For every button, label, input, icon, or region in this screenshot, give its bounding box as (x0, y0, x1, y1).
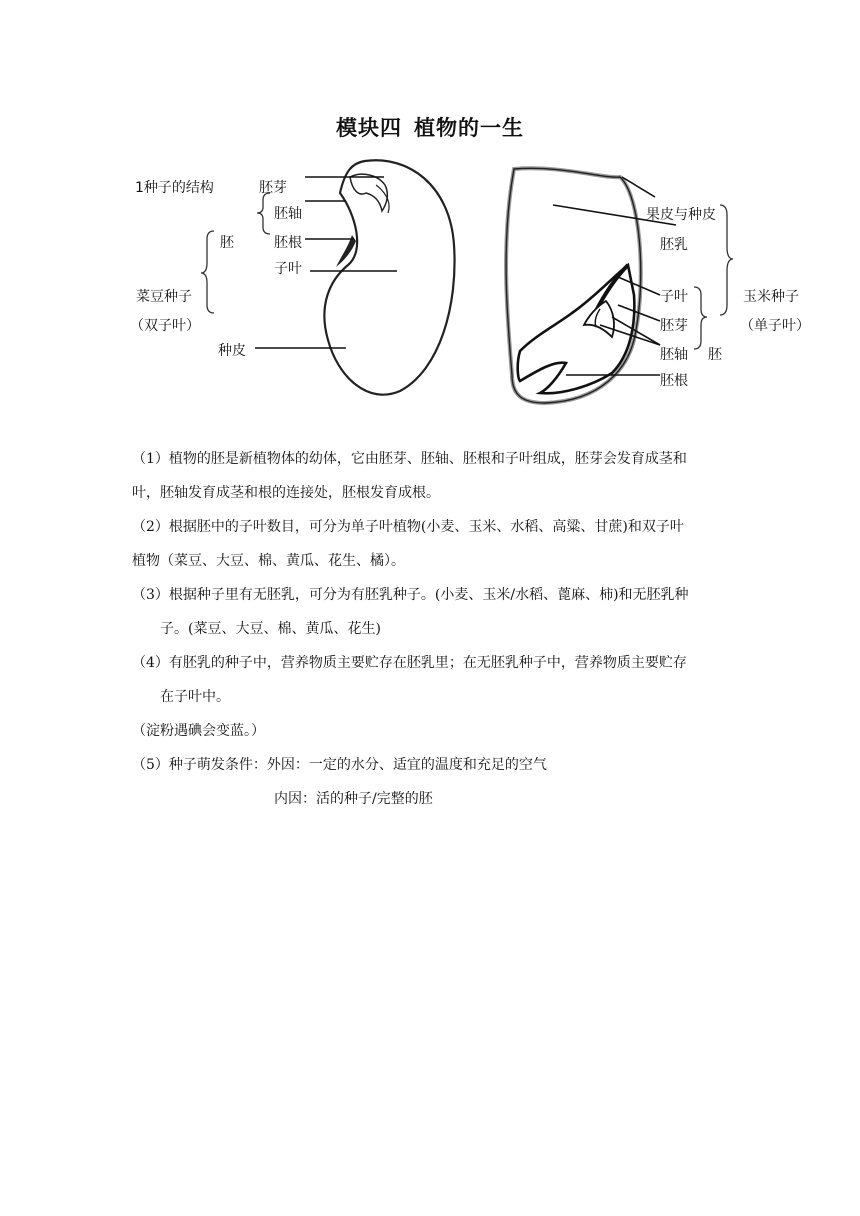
corn-seed-name: 玉米种子 (743, 289, 799, 305)
paragraph-3-line-1: （3）根据种子里有无胚乳，可分为有胚乳种子。(小麦、玉米/水稻、蓖麻、柿)和无胚乳种 (132, 587, 689, 603)
corn-hypocotyl-label: 胚轴 (660, 347, 688, 363)
bean-braces (201, 193, 270, 313)
paragraph-5-line-2: 内因：活的种子/完整的胚 (274, 791, 433, 807)
title-topic: 植物的一生 (414, 116, 524, 140)
bean-plumule-label: 胚芽 (259, 180, 287, 196)
bean-radicle-label: 胚根 (274, 235, 302, 251)
corn-radicle-label: 胚根 (660, 373, 688, 389)
paragraph-1-line-2: 叶，胚轴发育成茎和根的连接处，胚根发育成根。 (132, 485, 440, 501)
paragraph-1-line-1: （1）植物的胚是新植物体的幼体，它由胚芽、胚轴、胚根和子叶组成，胚芽会发育成茎和 (132, 451, 687, 467)
body-text (132, 442, 742, 816)
paragraph-2-line-1: （2）根据胚中的子叶数目，可分为单子叶植物(小麦、玉米、水稻、高粱、甘蔗)和双子叶 (132, 519, 684, 535)
paragraph-2-line-2: 植物（菜豆、大豆、棉、黄瓜、花生、橘）。 (132, 553, 405, 569)
paragraph-5-line-1: （5）种子萌发条件：外因：一定的水分、适宜的温度和充足的空气 (132, 757, 547, 773)
corn-seed-type: （单子叶） (740, 318, 810, 334)
bean-seed-illustration (324, 160, 454, 394)
seed-structure-diagram (0, 155, 860, 415)
bean-seed-type: （双子叶） (130, 318, 200, 334)
title-module: 模块四 (336, 116, 402, 140)
corn-endosperm-label: 胚乳 (660, 237, 688, 253)
corn-cotyledon-label: 子叶 (660, 289, 688, 305)
bean-cotyledon-label: 子叶 (274, 261, 302, 277)
page-title (0, 112, 860, 142)
paragraph-4-line-1: （4）有胚乳的种子中，营养物质主要贮存在胚乳里；在无胚乳种子中，营养物质主要贮存 (132, 655, 687, 671)
section-label: 1种子的结构 (135, 180, 214, 196)
bean-hypocotyl-label: 胚轴 (274, 206, 302, 222)
paragraph-4-note: （淀粉遇碘会变蓝。） (132, 723, 265, 739)
bean-seed-coat-label: 种皮 (218, 343, 246, 359)
corn-seed-illustration (506, 168, 641, 403)
bean-embryo-label: 胚 (220, 235, 234, 251)
corn-pericarp-label: 果皮与种皮 (646, 207, 716, 223)
paragraph-4-line-2: 在子叶中。 (160, 689, 230, 705)
corn-braces (694, 205, 733, 349)
paragraph-3-line-2: 子。(菜豆、大豆、棉、黄瓜、花生) (160, 621, 381, 637)
bean-seed-name: 菜豆种子 (136, 289, 192, 305)
corn-embryo-label: 胚 (708, 347, 722, 363)
corn-plumule-label: 胚芽 (660, 318, 688, 334)
